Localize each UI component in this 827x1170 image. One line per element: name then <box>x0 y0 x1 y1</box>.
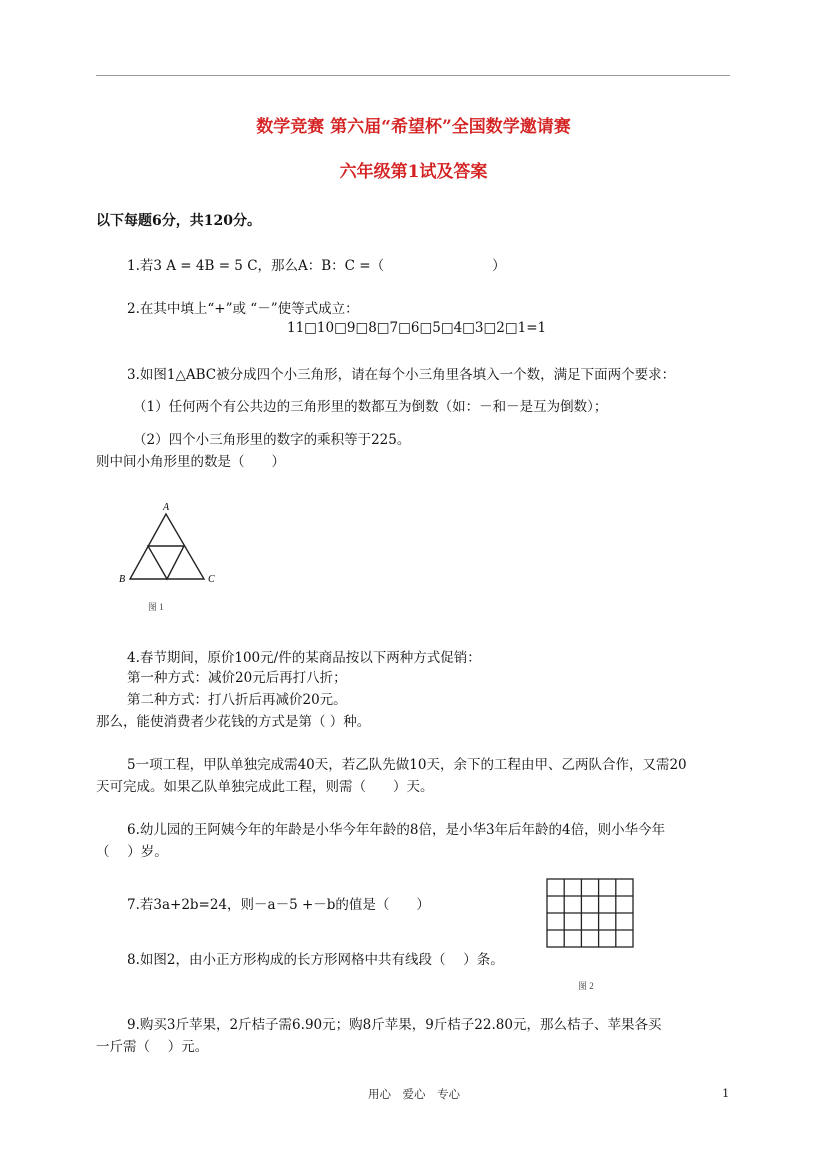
question-6-line-1: 6.幼儿园的王阿姨今年的年龄是小华今年年龄的8倍，是小华3年后年龄的4倍，则小华今年 <box>127 822 666 838</box>
question-3: 3.如图1△ABC被分成四个小三角形，请在每个小三角里各填入一个数，满足下面两个要求： <box>127 367 676 383</box>
intro-text: 以下每题6分，共120分。 <box>96 213 261 229</box>
question-4-method-1: 第一种方式：减价20元后再打八折； <box>127 670 347 686</box>
triangle-figure <box>110 498 230 618</box>
question-4: 4.春节期间，原价100元/件的某商品按以下两种方式促销： <box>127 650 481 666</box>
grid-figure <box>540 873 640 998</box>
vertex-c-label: C <box>208 574 215 585</box>
question-3-rule-1: （1）任何两个有公共边的三角形里的数都互为倒数（如：－和－是互为倒数）； <box>133 399 608 415</box>
question-6-line-2: （ ）岁。 <box>96 844 168 860</box>
question-9-line-2: 一斤需（ ）元。 <box>96 1039 209 1055</box>
figure-1 <box>110 498 230 618</box>
figure-2-caption: 图 2 <box>578 981 594 991</box>
figure-1-caption: 图 1 <box>148 602 164 612</box>
question-7: 7.若3a+2b=24，则－a－5 +－b的值是（ ） <box>127 897 430 913</box>
page-footer: 用心 爱心 专心 <box>368 1087 460 1101</box>
grid-lines <box>547 879 633 947</box>
question-2: 2.在其中填上“+”或 “－”使等式成立： <box>127 301 359 317</box>
question-3-rule-2: （2）四个小三角形里的数字的乘积等于225。 <box>133 432 411 448</box>
header-rule <box>96 75 730 76</box>
document-subtitle: 六年级第1试及答案 <box>339 162 488 182</box>
question-5-line-1: 5一项工程，甲队单独完成需40天，若乙队先做10天，余下的工程由甲、乙两队合作，又需20 <box>127 757 687 773</box>
question-5-line-2: 天可完成。如果乙队单独完成此工程，则需（ ）天。 <box>96 779 434 795</box>
question-9-line-1: 9.购买3斤苹果，2斤桔子需6.90元；购8斤苹果，9斤桔子22.80元，那么桔子、苹果各买 <box>127 1017 662 1033</box>
question-2-expression: 11□10□9□8□7□6□5□4□3□2□1=1 <box>287 320 547 336</box>
question-3-ask: 则中间小角形里的数是（ ） <box>96 454 285 470</box>
question-4-ask: 那么，能使消费者少花钱的方式是第（ ）种。 <box>96 714 371 730</box>
question-4-method-2: 第二种方式：打八折后再减价20元。 <box>127 692 347 708</box>
figure-2 <box>540 873 640 998</box>
vertex-a-label: A <box>163 502 170 513</box>
document-title: 数学竞赛 第六届“希望杯”全国数学邀请赛 <box>256 117 571 137</box>
question-1: 1.若3 A = 4B = 5 C，那么A：B：C =（ ） <box>127 258 506 274</box>
inner-triangle <box>148 546 184 579</box>
page-number: 1 <box>722 1086 730 1100</box>
question-8: 8.如图2，由小正方形构成的长方形网格中共有线段（ ）条。 <box>127 952 504 968</box>
vertex-b-label: B <box>119 574 126 585</box>
